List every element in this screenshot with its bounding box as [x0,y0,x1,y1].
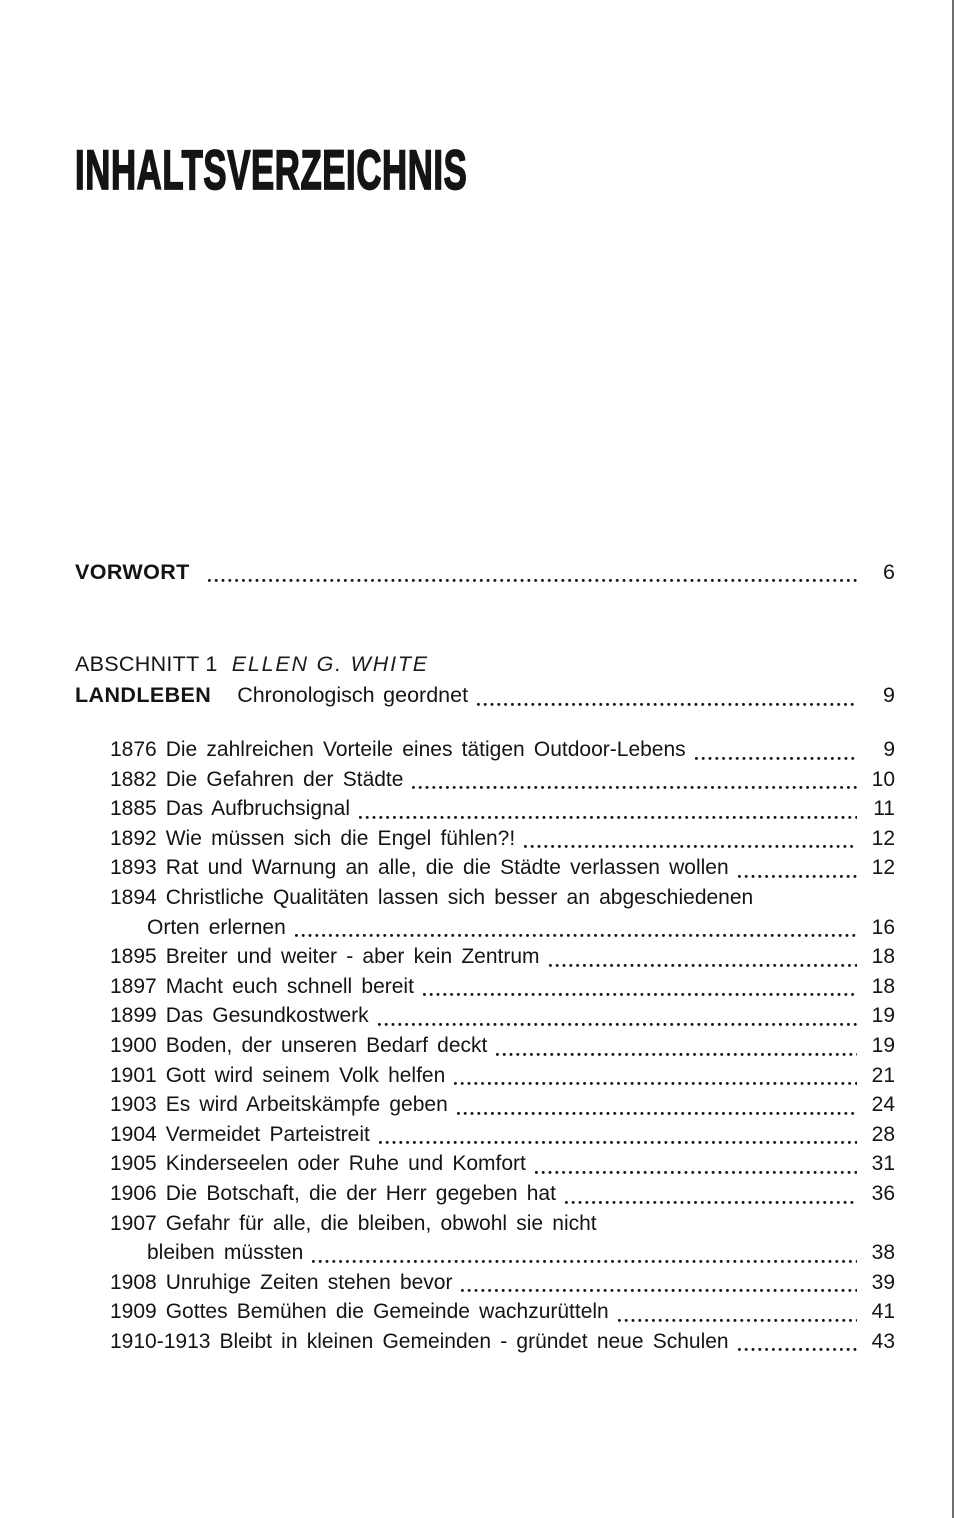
toc-entry [110,1209,895,1268]
entry-year: 1903 [110,1093,157,1117]
dot-leader [412,786,857,789]
dot-leader [549,964,857,967]
entry-page-number: 36 [871,1181,895,1205]
entry-year: 1885 [110,797,157,821]
vorwort-row [75,557,895,587]
section-kicker: ABSCHNITT 1 [75,652,218,676]
entry-year: 1910-1913 [110,1329,211,1353]
entry-page-number: 9 [883,738,895,761]
entry-page-number: 18 [871,945,895,969]
dot-leader [524,845,857,848]
entry-title-continued: bleiben müssten [147,1241,304,1265]
entry-page-number: 12 [871,856,895,880]
entry-year: 1901 [110,1063,157,1087]
entry-page-number: 41 [871,1300,895,1324]
dot-leader [565,1201,857,1204]
section-heading: LANDLEBEN [75,683,212,707]
toc-entry [110,853,895,883]
dot-leader [378,1023,857,1026]
toc-entry [110,942,895,972]
entry-year: 1905 [110,1152,157,1176]
entry-title: Gottes Bemühen die Gemeinde wachzurütteln [165,1300,609,1324]
dot-leader [208,579,857,582]
entry-page-number: 38 [871,1241,895,1265]
entry-title: Das Gesundkostwerk [165,1004,369,1028]
entry-title: Bleibt in kleinen Gemeinden - gründet neue Schulen [219,1329,729,1353]
toc-entry [110,1061,895,1091]
entry-page-number: 12 [871,826,895,850]
section-author: ELLEN G. WHITE [231,652,429,676]
dot-leader [738,1348,857,1351]
entry-year: 1906 [110,1181,157,1205]
page-title: INHALTSVERZEICHNIS [75,138,468,201]
entry-page-number: 28 [871,1122,895,1146]
dot-leader [312,1260,857,1263]
dot-leader [496,1053,857,1056]
page-edge-line [952,0,954,1518]
entry-title: Die zahlreichen Vorteile eines tätigen Outdoor-Lebens [165,738,686,761]
dot-leader [379,1141,857,1144]
section-kicker-row [75,649,895,679]
dot-leader [477,703,857,706]
section-subheading: Chronologisch geordnet [237,683,469,707]
section-page-number: 9 [883,683,895,707]
entry-title: Breiter und weiter - aber kein Zentrum [165,945,540,969]
toc-entry [110,824,895,854]
toc-entry [110,1149,895,1179]
vorwort-label: VORWORT [75,560,190,584]
entry-page-number: 11 [873,797,895,821]
toc-entry [110,1327,895,1357]
entry-title: Rat und Warnung an alle, die die Städte verlassen wollen [165,856,729,880]
toc-entry [110,883,895,942]
toc-entry [110,1120,895,1150]
dot-leader [535,1171,857,1174]
entry-title: Boden, der unseren Bedarf deckt [165,1033,488,1057]
entry-title: Es wird Arbeitskämpfe geben [165,1093,448,1117]
entry-title: Vermeidet Parteistreit [165,1122,370,1146]
entry-title: Gott wird seinem Volk helfen [165,1063,446,1087]
section-heading-row [75,679,895,711]
dot-leader [738,875,857,878]
toc-entry-list [75,735,895,1356]
dot-leader [295,934,857,937]
dot-leader [618,1319,857,1322]
toc-entry [110,1001,895,1031]
entry-title: Christliche Qualitäten lassen sich besser an abgeschiedenen [165,885,754,909]
entry-year: 1894 [110,885,157,909]
entry-year: 1882 [110,767,157,791]
entry-title: Das Aufbruchsignal [165,797,351,821]
entry-title: Die Gefahren der Städte [165,767,404,791]
entry-title: Die Botschaft, die der Herr gegeben hat [165,1181,556,1205]
entry-page-number: 19 [871,1004,895,1028]
dot-leader [695,757,857,760]
dot-leader [461,1289,857,1292]
vorwort-page-number: 6 [883,560,895,584]
entry-title: Kinderseelen oder Ruhe und Komfort [165,1152,526,1176]
entry-year: 1899 [110,1004,157,1028]
entry-year: 1876 [110,738,157,761]
entry-title-continued: Orten erlernen [147,915,286,939]
toc-entry [110,735,895,765]
entry-year: 1895 [110,945,157,969]
entry-page-number: 10 [871,767,895,791]
entry-page-number: 21 [871,1063,895,1087]
entry-title: Macht euch schnell bereit [165,974,414,998]
toc-entry [110,1090,895,1120]
entry-year: 1893 [110,856,157,880]
dot-leader [359,816,857,819]
entry-title: Gefahr für alle, die bleiben, obwohl sie nicht [165,1211,597,1235]
entry-page-number: 18 [871,974,895,998]
entry-page-number: 19 [871,1033,895,1057]
toc-entry [110,794,895,824]
toc-entry [110,765,895,795]
entry-year: 1907 [110,1211,157,1235]
dot-leader [423,993,857,996]
entry-page-number: 31 [871,1152,895,1176]
entry-year: 1900 [110,1033,157,1057]
toc-entry [110,1297,895,1327]
entry-year: 1904 [110,1122,157,1146]
entry-page-number: 43 [871,1329,895,1353]
entry-year: 1908 [110,1270,157,1294]
entry-page-number: 39 [871,1270,895,1294]
toc-entry [110,1268,895,1298]
toc-entry [110,1031,895,1061]
entry-title: Wie müssen sich die Engel fühlen?! [165,826,516,850]
entry-page-number: 16 [871,915,895,939]
dot-leader [457,1112,857,1115]
entry-title: Unruhige Zeiten stehen bevor [165,1270,453,1294]
entry-year: 1897 [110,974,157,998]
entry-year: 1909 [110,1300,157,1324]
dot-leader [454,1082,857,1085]
entry-page-number: 24 [871,1093,895,1117]
toc-entry [110,972,895,1002]
toc-entry [110,1179,895,1209]
entry-year: 1892 [110,826,157,850]
